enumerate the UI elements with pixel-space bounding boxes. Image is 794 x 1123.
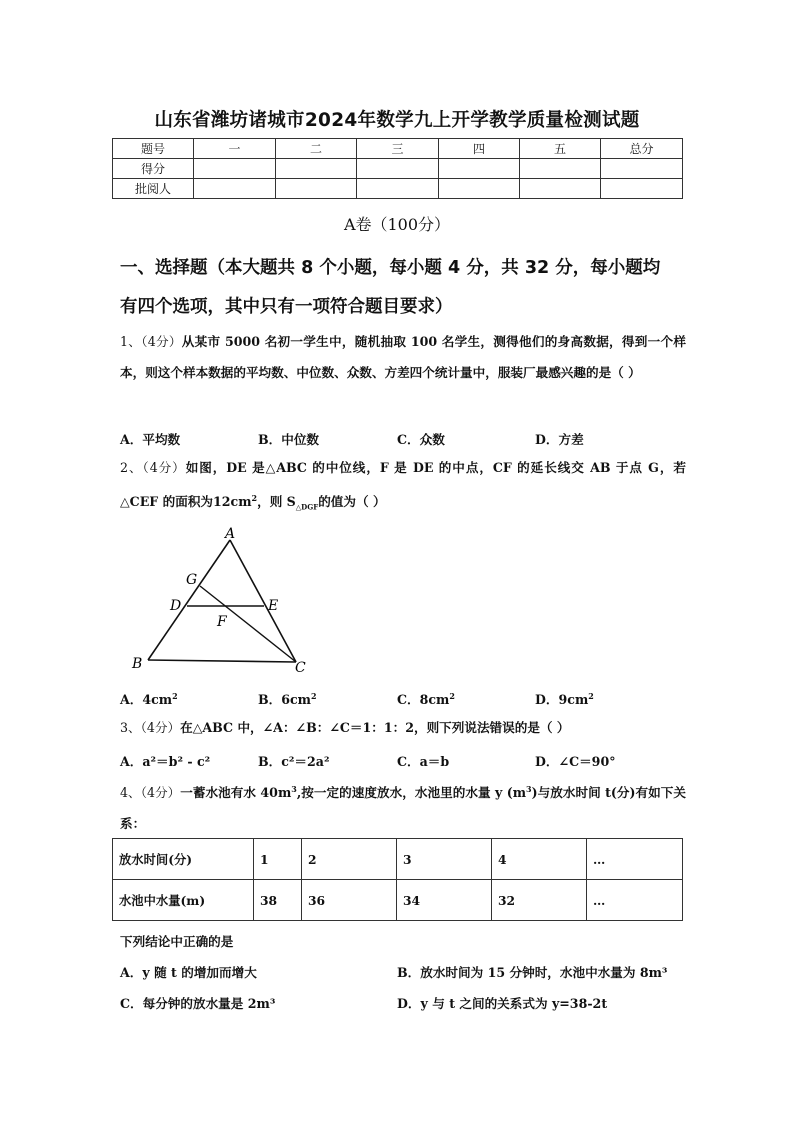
option-text: D．9cm [535,692,589,707]
score-cell[interactable] [601,179,683,199]
score-header-cell: 总分 [601,139,683,159]
superscript: 2 [311,691,317,701]
q4-option-b[interactable]: B．放水时间为 15 分钟时，水池中水量为 8m³ [397,965,668,980]
table-cell: 3 [397,839,492,880]
q1-option-c[interactable]: C．众数 [397,432,445,447]
side-ac [230,540,296,662]
score-header-cell: 五 [520,139,601,159]
score-cell[interactable] [194,179,276,199]
score-cell[interactable] [601,159,683,179]
question-text: 从某市 5000 名初一学生中，随机抽取 100 名学生，测得他们的身高数据，得到一个样本，则这个样本数据的平均数、中位数、众数、方差四个统计量中，服装厂最感兴趣的是（ ） [120,334,686,380]
question-4 [120,774,686,839]
label-d: D [170,598,182,614]
q2-option-d[interactable] [535,689,594,708]
section-heading-line2: 有四个选项，其中只有一项符合题目要求） [120,297,453,317]
table-cell: 4 [492,839,587,880]
score-cell[interactable] [357,179,439,199]
q4-option-a[interactable]: A．y 随 t 的增加而增大 [120,965,257,980]
subscript: △DGF [295,502,319,512]
score-cell[interactable] [276,159,357,179]
q1-option-a[interactable]: A．平均数 [120,432,181,447]
question-number: 4、（4分） [120,785,181,800]
question-3 [120,712,686,743]
water-table [112,838,683,921]
question-2 [120,452,686,523]
label-b: B [132,656,143,672]
q4-option-d[interactable]: D．y 与 t 之间的关系式为 y=38-2t [397,996,608,1011]
score-cell[interactable] [520,159,601,179]
question-text-c: )与放水时间 t(分)有如下关系： [120,785,686,831]
table-cell: 36 [302,880,397,921]
table-cell: … [587,880,683,921]
score-row-label: 批阅人 [113,179,194,199]
q1-option-d[interactable]: D．方差 [535,432,584,447]
reviewer-row [113,179,683,199]
q3-option-a[interactable]: A．a²＝b² - c² [120,754,211,769]
section-juan-heading: A卷（100分） [343,215,451,234]
q3-option-b[interactable]: B．c²＝2a² [258,754,330,769]
superscript: 3 [526,784,532,794]
table-cell: … [587,839,683,880]
option-text: C．8cm [397,692,450,707]
score-cell[interactable] [276,179,357,199]
table-cell: 32 [492,880,587,921]
question-text: 在△ABC 中，∠A：∠B：∠C＝1：1：2，则下列说法错误的是（ ） [180,720,570,735]
score-header-cell: 二 [276,139,357,159]
q4-option-c[interactable]: C．每分钟的放水量是 2m³ [120,996,276,1011]
q2-option-b[interactable] [258,689,317,708]
label-e: E [268,598,279,614]
score-table [112,138,683,199]
side-bc [148,660,296,662]
question-text-b: ，则 S [257,494,296,509]
triangle-figure [120,522,315,674]
score-header-cell: 题号 [113,139,194,159]
option-text: A．4cm [120,692,173,707]
superscript: 2 [172,691,178,701]
score-header-cell: 三 [357,139,439,159]
q3-option-d[interactable]: D．∠C＝90° [535,754,616,769]
label-g: G [186,572,198,588]
score-header-cell: 一 [194,139,276,159]
label-f: F [217,614,227,630]
score-cell[interactable] [357,159,439,179]
q4-conclusion-prompt: 下列结论中正确的是 [120,934,234,949]
score-cell[interactable] [520,179,601,199]
segment-cg [200,586,296,662]
option-text: B．6cm [258,692,311,707]
label-c: C [295,660,306,674]
question-text-c: 的值为（ ） [318,494,386,509]
score-header-cell: 四 [439,139,520,159]
question-1 [120,326,686,388]
q3-option-c[interactable]: C．a＝b [397,754,450,769]
superscript: 2 [449,691,455,701]
superscript: 2 [251,493,258,503]
question-number: 3、（4分） [120,720,181,735]
table-cell: 放水时间(分) [113,839,254,880]
question-number: 2、（4分） [120,460,186,475]
label-a: A [225,526,236,542]
question-text-a: 如图，DE 是△ABC 的中位线，F 是 DE 的中点，CF 的延长线交 AB 于点 G，若△CEF 的面积为12cm [120,460,686,509]
question-number: 1、（4分） [120,334,182,349]
score-header-row [113,139,683,159]
superscript: 2 [588,691,594,701]
q2-option-a[interactable] [120,689,178,708]
table-cell: 2 [302,839,397,880]
table-row [113,880,683,921]
score-cell[interactable] [194,159,276,179]
table-cell: 1 [254,839,302,880]
q2-option-c[interactable] [397,689,455,708]
question-text-b: ,按一定的速度放水，水池里的水量 y (m [296,785,527,800]
question-text-a: 一蓄水池有水 40m [180,785,292,800]
score-row-label: 得分 [113,159,194,179]
table-row [113,839,683,880]
table-cell: 水池中水量(m) [113,880,254,921]
table-cell: 34 [397,880,492,921]
score-row [113,159,683,179]
table-cell: 38 [254,880,302,921]
q1-option-b[interactable]: B．中位数 [258,432,320,447]
section-heading-line1: 一、选择题（本大题共 8 个小题，每小题 4 分，共 32 分，每小题均 [120,258,661,278]
superscript: 3 [291,784,297,794]
score-cell[interactable] [439,179,520,199]
score-cell[interactable] [439,159,520,179]
page-title: 山东省潍坊诸城市2024年数学九上开学教学质量检测试题 [154,110,640,131]
